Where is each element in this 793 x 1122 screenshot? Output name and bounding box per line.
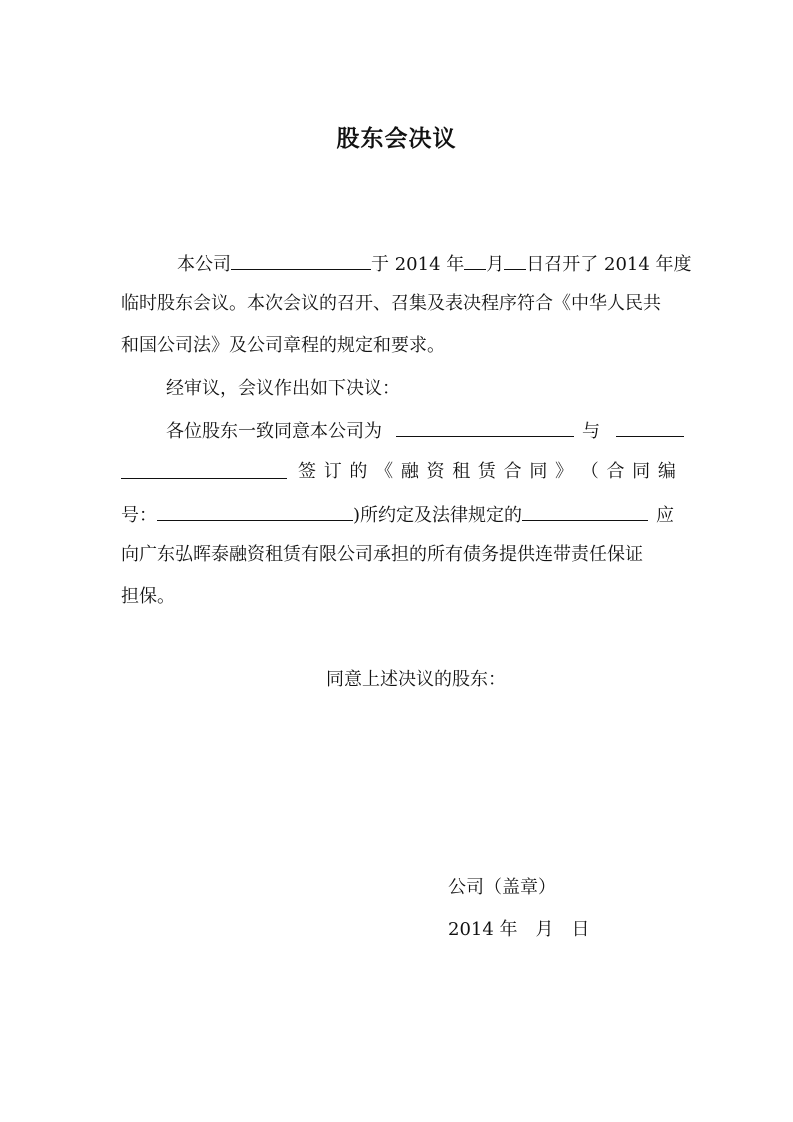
contract-char: 合 [606,461,625,482]
para3-line1 [166,418,684,444]
contract-char: 编 [657,461,676,482]
para1-line3: 和国公司法》及公司章程的规定和要求。 [121,335,445,356]
contract-char: 《 [375,461,394,482]
para3-line2 [298,460,676,484]
text-company: 本公司 [177,254,231,275]
contract-char: 融 [400,461,419,482]
blank-month[interactable] [464,251,486,270]
signature-date: 2014 年 月 日 [448,919,590,940]
blank-day[interactable] [504,251,526,270]
text-month: 月 [486,254,505,275]
agree-shareholders: 同意上述决议的股东： [326,669,506,690]
para1-line2: 临时股东会议。本次会议的召开、召集及表决程序符合《中华人民共 [121,293,661,314]
blank-obligation[interactable] [522,502,648,521]
para1-line1 [177,251,692,277]
contract-char: 合 [503,461,522,482]
contract-char: 》 [555,461,574,482]
text-and: 与 [582,421,600,442]
contract-char: 签 [298,461,316,482]
text-legal: )所约定及法律规定的 [353,505,523,526]
text-day: 日召开了 2014 年度 [526,254,692,275]
contract-char: 赁 [477,461,496,482]
para3-line4: 向广东弘晖泰融资租赁有限公司承担的所有债务提供连带责任保证 [121,544,643,565]
text-year: 于 2014 年 [371,254,465,275]
text-contract-no: 号： [121,505,157,526]
para3-line5: 担保。 [121,586,175,607]
blank-counterparty-cont[interactable] [121,460,287,486]
text-agree-company: 各位股东一致同意本公司为 [166,421,382,442]
contract-char: 同 [632,461,651,482]
blank-company-name[interactable] [231,251,371,270]
contract-char: 的 [349,461,368,482]
contract-char: （ [580,461,599,482]
company-seal: 公司（盖章） [448,877,556,898]
blank-lessee[interactable] [396,418,574,437]
contract-char: 订 [323,461,342,482]
contract-char: 同 [529,461,548,482]
text-should: 应 [656,505,675,526]
contract-char: 资 [426,461,445,482]
blank-contract-number[interactable] [157,502,353,521]
para3-line3 [121,502,674,528]
para2-line: 经审议，会议作出如下决议： [166,378,400,399]
blank-counterparty[interactable] [616,418,684,437]
page-title: 股东会决议 [336,125,457,152]
contract-char: 租 [452,461,471,482]
